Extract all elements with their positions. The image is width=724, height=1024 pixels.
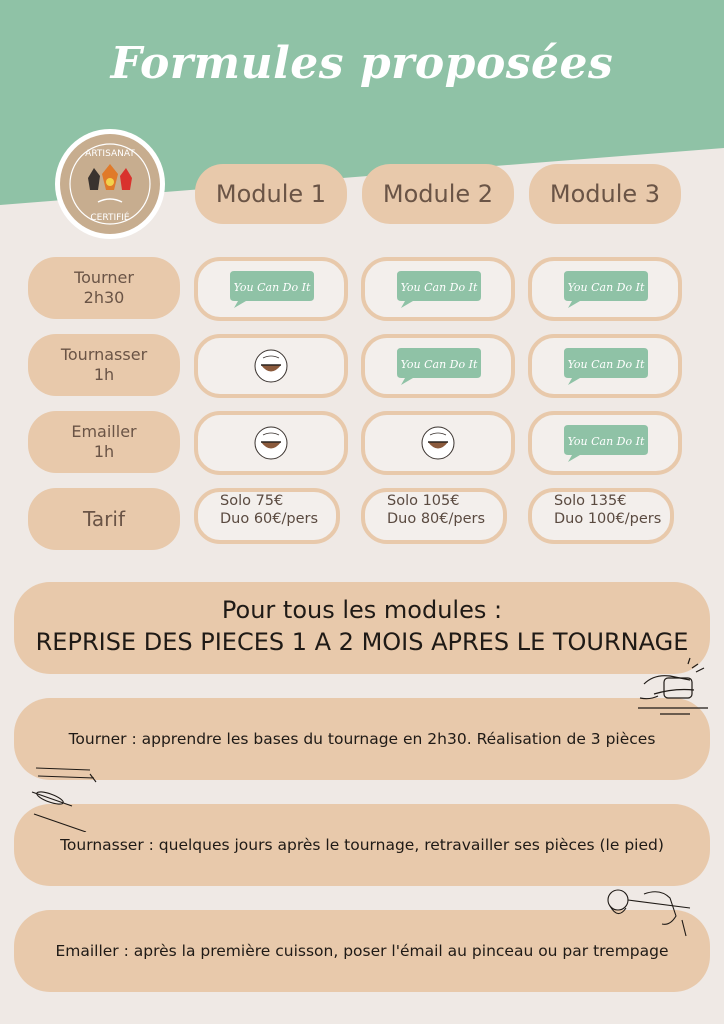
grid-cell [528,334,682,398]
price-module-1 [194,488,340,544]
you-can-do-it-text: You Can Do It [567,281,645,294]
price-duo: Duo 100€/pers [554,511,662,527]
row-header-tarif: Tarif [28,488,180,550]
row-label-line2: 1h [93,365,115,384]
price-module-3 [528,488,674,544]
grid-cell [361,411,515,475]
module-2-header: Module 2 [362,164,514,224]
you-can-do-it-icon [560,269,650,309]
you-can-do-it-icon [226,269,316,309]
badge-top-text: ARTISANAT [85,149,135,159]
grid-cell [528,257,682,321]
you-can-do-it-text: You Can Do It [400,281,478,294]
row-label-line1: Tourner [74,268,134,287]
grid-cell [194,334,348,398]
row-label-line1: Tournasser [60,345,148,364]
price-solo: Solo 75€ [220,493,284,509]
artisanat-certifie-badge-icon [54,128,166,240]
bols-de-terre-logo-icon [253,425,289,461]
grid-cell [361,334,515,398]
you-can-do-it-text: You Can Do It [567,435,645,448]
banner-line2: REPRISE DES PIECES 1 A 2 MOIS APRES LE TOURNAGE [35,628,689,656]
glazing-brush-icon [604,886,700,942]
row-label-line2: 1h [93,442,115,461]
badge-bottom-text: CERTIFIÉ [90,213,130,223]
grid-cell [528,411,682,475]
price-solo: Solo 105€ [387,493,460,509]
grid-cell [194,257,348,321]
you-can-do-it-text: You Can Do It [400,358,478,371]
price-solo: Solo 135€ [554,493,627,509]
grid-cell [361,257,515,321]
row-header-tournasser [28,334,180,396]
you-can-do-it-icon [393,346,483,386]
you-can-do-it-icon [393,269,483,309]
row-label-line2: 2h30 [83,288,125,307]
row-header-emailler [28,411,180,473]
you-can-do-it-icon [560,346,650,386]
info-emailler: Emailler : après la première cuisson, poser l'émail au pinceau ou par trempage [14,910,710,992]
pottery-wheel-hands-icon [634,654,714,722]
row-label-line1: Emailler [71,422,137,441]
module-3-header: Module 3 [529,164,681,224]
banner-line1: Pour tous les modules : [221,596,503,624]
bols-de-terre-logo-icon [420,425,456,461]
price-duo: Duo 80€/pers [387,511,486,527]
pottery-tools-icon [28,762,100,832]
you-can-do-it-icon [560,423,650,463]
price-module-2 [361,488,507,544]
you-can-do-it-text: You Can Do It [567,358,645,371]
row-header-tourner [28,257,180,319]
price-duo: Duo 60€/pers [220,511,319,527]
info-tournasser: Tournasser : quelques jours après le tournage, retravailler ses pièces (le pied) [14,804,710,886]
page-title: Formules proposées [110,38,614,89]
bols-de-terre-logo-icon [253,348,289,384]
grid-cell [194,411,348,475]
info-tourner: Tourner : apprendre les bases du tournage en 2h30. Réalisation de 3 pièces [14,698,710,780]
all-modules-banner [14,582,710,674]
module-1-header: Module 1 [195,164,347,224]
you-can-do-it-text: You Can Do It [233,281,311,294]
